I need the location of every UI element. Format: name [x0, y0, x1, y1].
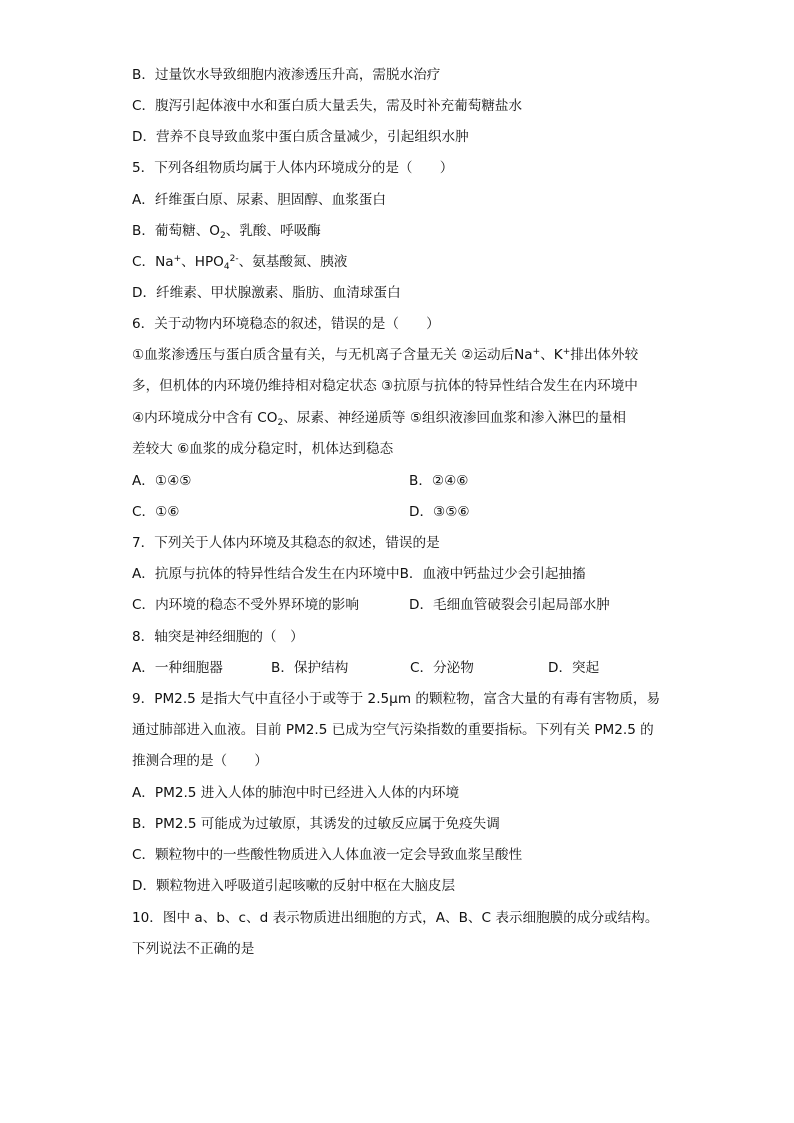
q9-stem-line-1: 9．PM2.5 是指大气中直径小于或等于 2.5μm 的颗粒物，富含大量的有毒有害物质，易: [132, 691, 661, 707]
q6-option-b: B．②④⑥: [409, 473, 469, 489]
q5-b-pre: B．葡萄糖、O: [132, 223, 220, 239]
q5-c-post: 、氨基酸氮、胰液: [238, 254, 348, 270]
q6-l1-post: 排出体外较: [570, 347, 639, 363]
q6-l1-sup1: +: [532, 347, 541, 357]
q9-option-b: B．PM2.5 可能成为过敏原，其诱发的过敏反应属于免疫失调: [132, 816, 500, 832]
q5-option-d: D．纤维素、甲状腺激素、脂肪、血清球蛋白: [132, 285, 401, 301]
q6-l1-mid: 、K: [540, 347, 563, 363]
q5-b-post: 、乳酸、呼吸酶: [225, 223, 321, 239]
q6-statement-line-2: 多，但机体的内环境仍维持相对稳定状态 ③抗原与抗体的特异性结合发生在内环境中: [132, 378, 638, 394]
q5-option-b: [132, 221, 321, 241]
q10-stem-line-2: 下列说法不正确的是: [132, 941, 255, 957]
q5-b-sub: 2: [220, 231, 226, 241]
q5-c-mid: 、HPO: [181, 254, 224, 270]
q9-option-a: A．PM2.5 进入人体的肺泡中时已经进入人体的内环境: [132, 785, 460, 801]
q9-option-d: D．颗粒物进入呼吸道引起咳嗽的反射中枢在大脑皮层: [132, 878, 456, 894]
q8-stem: 8．轴突是神经细胞的（ ）: [132, 629, 304, 645]
q8-option-b: B．保护结构: [271, 660, 349, 676]
q5-option-c: [132, 252, 347, 272]
q7-stem: 7．下列关于人体内环境及其稳态的叙述，错误的是: [132, 535, 440, 551]
q7-option-ab: A．抗原与抗体的特异性结合发生在内环境中B．血液中钙盐过少会引起抽搐: [132, 566, 586, 582]
q5-c-sub: 4: [223, 262, 230, 272]
q6-l1-sup2: +: [562, 347, 571, 357]
q6-statement-line-3: [132, 408, 626, 428]
q10-stem-line-1: 10．图中 a、b、c、d 表示物质进出细胞的方式，A、B、C 表示细胞膜的成分或结构。: [132, 910, 659, 926]
q9-stem-line-2: 通过肺部进入血液。目前 PM2.5 已成为空气污染指数的重要指标。下列有关 PM2.5 的: [132, 722, 654, 738]
q5-c-pre: C．Na: [132, 254, 174, 270]
q8-option-a: A．一种细胞器: [132, 660, 223, 676]
q4-option-d: D．营养不良导致血浆中蛋白质含量减少，引起组织水肿: [132, 129, 469, 145]
q4-option-b: B．过量饮水导致细胞内液渗透压升高，需脱水治疗: [132, 67, 441, 83]
q5-c-sup2: 2-: [229, 254, 239, 264]
q4-option-c: C．腹泻引起体液中水和蛋白质大量丢失，需及时补充葡萄糖盐水: [132, 98, 523, 114]
q6-l3-sub: 2: [277, 418, 284, 428]
q8-option-d: D．突起: [548, 660, 600, 676]
q6-option-d: D．③⑤⑥: [409, 504, 470, 520]
q5-c-sup1: +: [173, 254, 182, 264]
q6-option-c: C．①⑥: [132, 504, 180, 520]
q5-option-a: A．纤维蛋白原、尿素、胆固醇、血浆蛋白: [132, 192, 386, 208]
q5-stem: 5．下列各组物质均属于人体内环境成分的是（ ）: [132, 160, 454, 176]
q7-option-d: D．毛细血管破裂会引起局部水肿: [409, 597, 610, 613]
q6-option-a: A．①④⑤: [132, 473, 192, 489]
q8-option-c: C．分泌物: [410, 660, 474, 676]
q6-l3-post: 、尿素、神经递质等 ⑤组织液渗回血浆和渗入淋巴的量相: [283, 410, 626, 426]
q6-statement-line-1: [132, 345, 638, 365]
q9-option-c: C．颗粒物中的一些酸性物质进入人体血液一定会导致血浆呈酸性: [132, 847, 523, 863]
q6-l3-pre: ④内环境成分中含有 CO: [132, 410, 278, 426]
q6-stem: 6．关于动物内环境稳态的叙述，错误的是（ ）: [132, 316, 440, 332]
q6-l1-pre: ①血浆渗透压与蛋白质含量有关，与无机离子含量无关 ②运动后Na: [132, 347, 533, 363]
q7-option-c: C．内环境的稳态不受外界环境的影响: [132, 597, 359, 613]
q6-statement-line-4: 差较大 ⑥血浆的成分稳定时，机体达到稳态: [132, 441, 394, 457]
q9-stem-line-3: 推测合理的是（ ）: [132, 753, 268, 769]
